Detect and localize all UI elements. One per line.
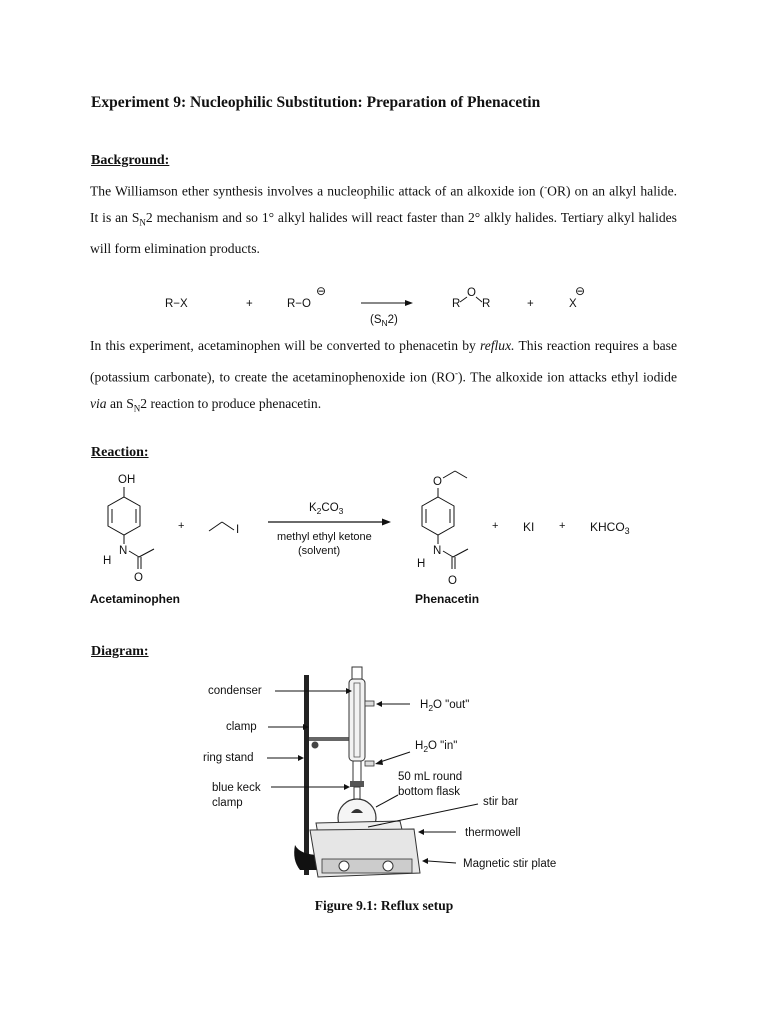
label-flask-2: bottom flask [398,786,460,798]
rxn-plus-1: + [178,520,185,532]
acet-h: H [103,555,112,567]
ring-stand-rod [304,675,309,875]
eq-minus-1: ⊖ [316,284,327,298]
phen-o: O [433,476,442,488]
p2-text-b: This reaction requires a base (potassium carbonate), to create the acetaminophenoxide ion (RO [90,338,677,385]
eq-x: X [569,298,577,310]
label-stir-plate: Magnetic stir plate [463,858,557,870]
background-paragraph-2 [90,333,677,422]
rxn-arrow-head [382,519,391,526]
stir-knob-right [383,861,393,871]
water-out-port [365,701,374,706]
acet-ring [108,497,140,535]
phenacetin-structure [415,471,479,606]
arrow-keck-head [344,784,350,790]
acet-carbonyl-bond [129,551,139,557]
arrow-flask [376,795,398,807]
acet-oh: OH [118,474,136,486]
stir-knob-left [339,861,349,871]
phen-carbonyl-bond [443,551,453,557]
eq-rx: R−X [165,298,188,310]
eq-ro: R−O [287,298,311,310]
clamp-arm [309,737,351,741]
diagram-heading: Diagram: [91,644,149,659]
clamp-knob [312,742,319,749]
eq-arrow-head [405,300,413,306]
p2-sub: N [133,403,141,414]
arrow-h2o-in-head [375,759,383,765]
phen-h: H [417,558,426,570]
phen-ring [422,497,454,535]
arrow-thermowell-head [418,829,424,835]
p1-text-c: 2 mechanism and so 1° alkyl halides will react faster than 2° alkly halides. Tertiary alkyl halides will form elimination products. [90,210,677,257]
arrow-stir-plate-head [422,858,428,864]
label-clamp: clamp [226,721,257,733]
rxn-plus-3: + [559,520,566,532]
label-stir-bar: stir bar [483,796,519,808]
label-h2o-out: $H_2O$ "out" [420,699,470,713]
rxn-solvent-1: methyl ethyl ketone [277,531,372,543]
p2-text-a: In this experiment, acetaminophen will be converted to phenacetin by [90,338,480,353]
keck-clamp [350,781,364,787]
rxn-reagent: $K_2CO_3$ [309,502,344,516]
condenser-top [352,667,362,679]
acetaminophen-structure [90,474,180,606]
arrow-stir-plate [428,861,456,863]
arrow-h2o-in [380,752,410,762]
label-ring-stand: ring stand [203,752,254,764]
p2-text-e: 2 reaction to produce phenacetin. [140,395,322,411]
eq-ether-r2: R [482,298,491,310]
rxn-khco3: $KHCO_3$ [590,520,630,536]
phen-ethyl-1 [443,471,455,478]
acet-methyl-bond [139,549,154,557]
label-keck-1: blue keck [212,782,261,794]
p2-em-via: via [90,395,107,411]
ethyl-iodide-structure [209,522,239,536]
reaction-scheme [0,465,768,610]
phen-n: N [433,545,442,557]
arrow-h2o-out-head [376,701,382,707]
arrow-stir-bar [368,804,478,827]
label-thermowell: thermowell [465,827,521,839]
water-in-port [365,761,374,766]
ei-i: I [236,524,240,536]
eq-ether-r1: R [452,298,461,310]
acet-o: O [134,572,143,584]
p2-em-reflux: reflux. [479,338,515,353]
williamson-equation [0,280,768,330]
acetaminophen-label: Acetaminophen [90,592,181,606]
background-heading: Background: [91,153,170,168]
p2-text-c: ). The alkoxide ion attacks ethyl iodide [457,369,677,385]
reaction-heading: Reaction: [91,445,149,460]
flask-neck [354,787,360,799]
rxn-ki: KI [523,520,535,534]
p1-text-a: The Williamson ether synthesis involves a nucleophilic attack of an alkoxide ion ( [90,183,545,199]
phenacetin-label: Phenacetin [415,592,480,606]
condenser-neck [353,761,361,783]
eq-ether-o: O [467,287,476,299]
label-keck-2: clamp [212,797,243,809]
eq-plus-2: + [527,298,534,310]
reflux-setup-diagram [0,655,768,895]
p1-sub: N [139,217,146,228]
rxn-plus-2: + [492,520,499,532]
eq-minus-2: ⊖ [575,284,586,298]
phen-methyl-bond [453,549,468,557]
ei-bond-2 [222,522,234,530]
label-h2o-in: $H_2O$ "in" [415,740,458,754]
arrow-ring-stand-head [298,755,304,761]
page-title: Experiment 9: Nucleophilic Substitution: Preparation of Phenacetin [91,94,541,111]
figure-caption: Figure 9.1: Reflux setup [314,898,454,913]
background-paragraph-1: The Williamson ether synthesis involves a nucleophilic attack of an alkoxide ion (-OR) on an alkyl halide. It is an $S_N2$ mechanism and so 1° alkyl halides will react faster than 2° alkly halides. Tertiary alkyl halides will form elimination products. [90,182,677,257]
p2-text-d: an S [106,395,134,411]
p1-text-b: OR) on an alkyl halide. It is an S [90,183,677,226]
phen-ethyl-2 [455,471,467,478]
ei-bond-1 [209,522,222,531]
rxn-solvent-2: (solvent) [298,545,341,557]
stir-plate-front [322,859,412,873]
label-condenser: condenser [208,685,262,697]
eq-ether-bond-1 [460,297,467,302]
eq-plus-1: + [246,298,253,310]
eq-condition: $(S_N2)$ [370,314,398,328]
acet-n: N [119,545,128,557]
phen-o2: O [448,575,457,587]
p2-sup: - [454,367,458,378]
label-flask-1: 50 mL round [398,771,463,783]
